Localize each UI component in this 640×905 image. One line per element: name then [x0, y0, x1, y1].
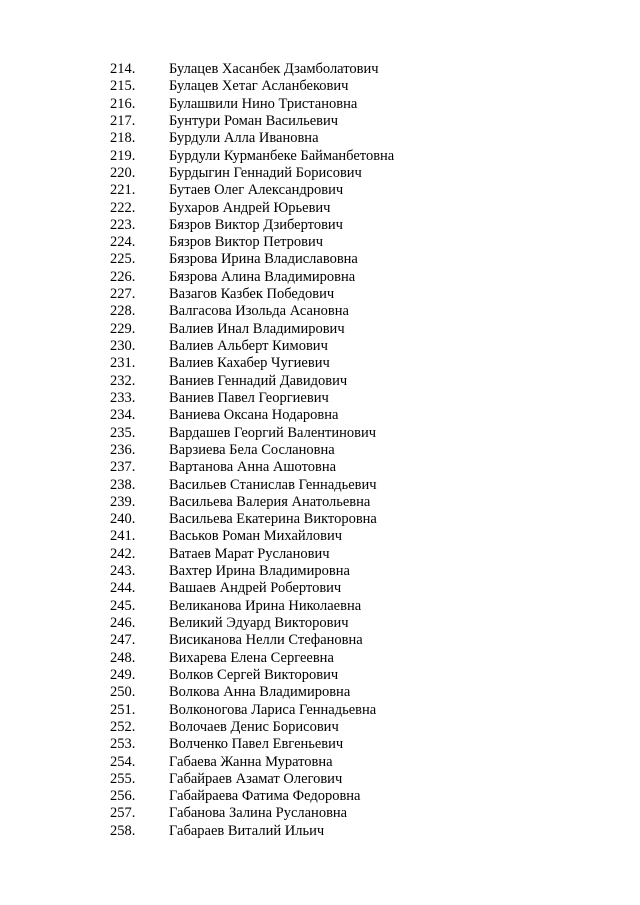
entry-name: Булацев Хетаг Асланбекович: [169, 78, 349, 95]
entry-number: 240.: [110, 511, 136, 528]
list-item: [110, 61, 590, 78]
entry-number: 239.: [110, 493, 136, 510]
entry-number: 218.: [110, 130, 136, 147]
entry-name: Ваниев Геннадий Давидович: [169, 372, 348, 389]
list-item: [110, 805, 590, 822]
entry-name: Бязрова Алина Владимировна: [169, 268, 356, 285]
list-item: [110, 165, 590, 182]
entry-number: 214.: [110, 61, 136, 77]
list-item: [110, 217, 590, 234]
list-item: [110, 355, 590, 372]
entry-number: 233.: [110, 389, 136, 406]
list-item: [110, 598, 590, 615]
entry-number: 223.: [110, 216, 136, 233]
list-item: [110, 390, 590, 407]
entry-name: Васильев Станислав Геннадьевич: [169, 476, 377, 493]
entry-name: Валиев Альберт Кимович: [169, 338, 328, 354]
list-item: [110, 130, 590, 147]
entry-number: 238.: [110, 476, 136, 493]
entry-name: Варзиева Бела Сослановна: [169, 441, 335, 458]
list-item: [110, 632, 590, 649]
list-item: [110, 148, 590, 165]
entry-number: 253.: [110, 736, 136, 753]
entry-number: 235.: [110, 424, 136, 441]
entry-number: 252.: [110, 718, 136, 735]
entry-name: Волочаев Денис Борисович: [169, 718, 339, 735]
list-item: [110, 511, 590, 528]
list-item: [110, 373, 590, 390]
entry-name: Вардашев Георгий Валентинович: [169, 424, 377, 441]
entry-name: Бухаров Андрей Юрьевич: [169, 199, 331, 216]
list-item: [110, 286, 590, 303]
entry-number: 230.: [110, 338, 136, 354]
list-item: [110, 650, 590, 667]
list-item: [110, 667, 590, 684]
entry-name: Бурдули Курманбеке Байманбетовна: [169, 147, 395, 164]
entry-name: Ватаев Марат Русланович: [169, 545, 330, 562]
entry-number: 237.: [110, 459, 136, 476]
entry-name: Габайраева Фатима Федоровна: [169, 788, 361, 805]
list-item: [110, 702, 590, 719]
entry-name: Великанова Ирина Николаевна: [169, 597, 362, 614]
entry-number: 229.: [110, 320, 136, 337]
entry-number: 244.: [110, 580, 136, 597]
entry-number: 219.: [110, 147, 136, 164]
entry-name: Вашаев Андрей Робертович: [169, 580, 342, 597]
list-item: [110, 182, 590, 199]
entry-number: 249.: [110, 666, 136, 683]
list-item: [110, 736, 590, 753]
entry-number: 250.: [110, 684, 136, 701]
list-item: [110, 269, 590, 286]
list-item: [110, 580, 590, 597]
entry-name: Бурдыгин Геннадий Борисович: [169, 164, 362, 181]
entry-name: Ваниев Павел Георгиевич: [169, 389, 329, 406]
entry-name: Булашвили Нино Тристановна: [169, 95, 358, 112]
list-item: [110, 459, 590, 476]
entry-name: Валиев Инал Владимирович: [169, 320, 345, 337]
entry-number: 216.: [110, 95, 136, 112]
entry-number: 232.: [110, 372, 136, 389]
entry-number: 220.: [110, 164, 136, 181]
list-item: [110, 303, 590, 320]
entry-name: Ваниева Оксана Нодаровна: [169, 407, 339, 424]
entry-name: Волков Сергей Викторович: [169, 666, 339, 683]
list-item: [110, 719, 590, 736]
list-item: [110, 113, 590, 130]
entry-name: Вихарева Елена Сергеевна: [169, 649, 334, 666]
entry-name: Волкова Анна Владимировна: [169, 684, 351, 701]
entry-number: 256.: [110, 788, 136, 805]
entry-name: Бутаев Олег Александрович: [169, 182, 344, 199]
list-item: [110, 425, 590, 442]
list-item: [110, 407, 590, 424]
entry-name: Волконогова Лариса Геннадьевна: [169, 701, 377, 718]
list-item: [110, 546, 590, 563]
entry-number: 236.: [110, 441, 136, 458]
list-item: [110, 321, 590, 338]
list-item: [110, 200, 590, 217]
entry-name: Бязров Виктор Дзибертович: [169, 216, 343, 233]
entry-name: Висиканова Нелли Стефановна: [169, 632, 363, 649]
entry-number: 258.: [110, 822, 136, 839]
entry-name: Габанова Залина Руслановна: [169, 805, 348, 822]
list-item: [110, 528, 590, 545]
entry-name: Валиев Кахабер Чугиевич: [169, 355, 330, 372]
list-item: [110, 823, 590, 840]
entry-number: 215.: [110, 78, 136, 95]
entry-number: 231.: [110, 355, 136, 372]
list-item: [110, 563, 590, 580]
entry-name: Бязрова Ирина Владиславовна: [169, 251, 358, 268]
entry-number: 222.: [110, 199, 136, 216]
entry-number: 224.: [110, 234, 136, 251]
entry-number: 243.: [110, 563, 136, 580]
entry-name: Бурдули Алла Ивановна: [169, 130, 319, 147]
entry-name: Васьков Роман Михайлович: [169, 528, 343, 545]
list-item: [110, 442, 590, 459]
list-item: [110, 234, 590, 251]
entry-number: 254.: [110, 753, 136, 770]
entry-number: 217.: [110, 112, 136, 129]
entry-number: 255.: [110, 770, 136, 787]
entry-name: Вазагов Казбек Победович: [169, 286, 335, 303]
entry-number: 245.: [110, 597, 136, 614]
entry-name: Булацев Хасанбек Дзамболатович: [169, 61, 379, 77]
entry-name: Бунтури Роман Васильевич: [169, 112, 339, 129]
entry-name: Васильева Екатерина Викторовна: [169, 511, 377, 528]
entry-name: Васильева Валерия Анатольевна: [169, 493, 371, 510]
list-item: [110, 788, 590, 805]
entry-number: 234.: [110, 407, 136, 424]
entry-name: Волченко Павел Евгеньевич: [169, 736, 344, 753]
entry-number: 247.: [110, 632, 136, 649]
list-item: [110, 96, 590, 113]
entry-number: 227.: [110, 286, 136, 303]
name-list: [110, 61, 590, 840]
entry-name: Великий Эдуард Викторович: [169, 615, 349, 631]
list-item: [110, 78, 590, 95]
list-item: [110, 771, 590, 788]
list-item: [110, 251, 590, 268]
entry-number: 241.: [110, 528, 136, 545]
list-item: [110, 494, 590, 511]
entry-number: 221.: [110, 182, 136, 199]
entry-name: Валгасова Изольда Асановна: [169, 303, 349, 320]
list-item: [110, 754, 590, 771]
list-item: [110, 338, 590, 355]
entry-number: 246.: [110, 615, 136, 631]
entry-name: Габаева Жанна Муратовна: [169, 753, 333, 770]
list-item: [110, 684, 590, 701]
entry-number: 226.: [110, 268, 136, 285]
entry-name: Габараев Виталий Ильич: [169, 822, 325, 839]
entry-number: 251.: [110, 701, 136, 718]
entry-name: Вахтер Ирина Владимировна: [169, 563, 350, 580]
entry-number: 257.: [110, 805, 136, 822]
entry-name: Вартанова Анна Ашотовна: [169, 459, 337, 476]
entry-number: 225.: [110, 251, 136, 268]
entry-name: Габайраев Азамат Олегович: [169, 770, 343, 787]
entry-number: 242.: [110, 545, 136, 562]
entry-number: 228.: [110, 303, 136, 320]
list-item: [110, 477, 590, 494]
list-item: [110, 615, 590, 632]
entry-number: 248.: [110, 649, 136, 666]
entry-name: Бязров Виктор Петрович: [169, 234, 324, 251]
